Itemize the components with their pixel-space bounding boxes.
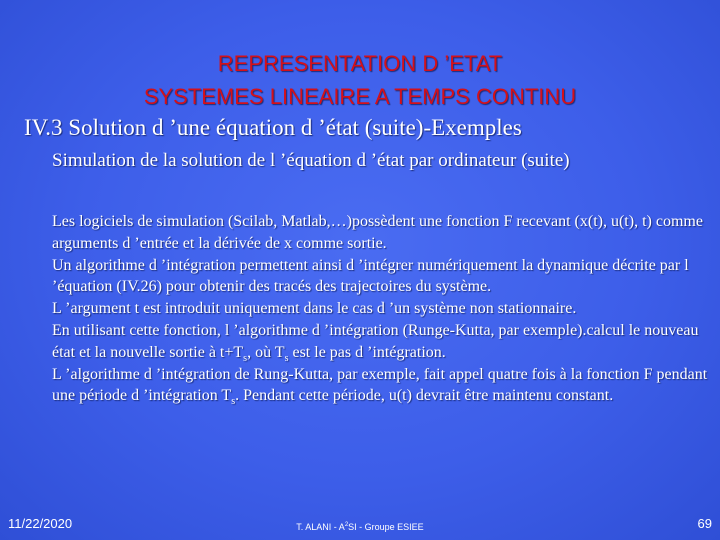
- paragraph-3: L ’argument t est introduit uniquement dans le cas d ’un système non stationnaire.: [52, 300, 577, 318]
- paragraph-4-part-b: , où T: [247, 343, 285, 361]
- paragraph-4: [52, 320, 720, 364]
- slide-title-line1: REPRESENTATION D ’ETAT: [217, 51, 503, 76]
- section-subtitle: IV.3 Solution d ’une équation d ’état (suite)-Exemples: [24, 115, 522, 140]
- paragraph-2: Un algorithme d ’intégration permettent ainsi d ’intégrer numériquement la dynamique décrite par l ’équation (IV.26) pour obtenir des tracés des trajectoires du système.: [52, 256, 689, 296]
- paragraph-1: Les logiciels de simulation (Scilab, Matlab,…)possèdent une fonction F recevant (x(t), u(t), t) comme arguments d ’entrée et la dérivée de x comme sortie.: [52, 213, 703, 252]
- footer-author-b: SI - Groupe ESIEE: [348, 522, 424, 532]
- footer-date: 11/22/2020: [8, 516, 73, 531]
- paragraph-5-part-a: L ’algorithme d ’intégration de Rung-Kutta, par exemple, fait appel quatre fois à la fonction F pendant une période d ’intégration T: [52, 365, 708, 405]
- paragraph-5: [52, 364, 720, 408]
- footer-author-sup: 2: [344, 522, 349, 528]
- footer-author-a: T. ALANI - A: [296, 522, 345, 532]
- subscript-s: s: [231, 396, 236, 408]
- subscript-s: s: [284, 352, 289, 364]
- footer-author: [0, 522, 720, 532]
- section-heading: Simulation de la solution de l ’équation d ’état par ordinateur (suite): [52, 150, 570, 171]
- slide-title-line2: SYSTEMES LINEAIRE A TEMPS CONTINU: [143, 84, 577, 109]
- paragraph-4-part-c: est le pas d ’intégration.: [288, 343, 446, 361]
- paragraph-5-part-b: . Pendant cette période, u(t) devrait être maintenu constant.: [235, 387, 614, 405]
- paragraph-4-part-a: En utilisant cette fonction, l ’algorithme d ’intégration (Runge-Kutta, par exemple).calcul le nouveau état et la nouvelle sortie à t+T: [52, 321, 699, 361]
- body-text: [52, 211, 720, 407]
- subscript-s: s: [243, 352, 248, 364]
- page-number: 69: [697, 516, 712, 531]
